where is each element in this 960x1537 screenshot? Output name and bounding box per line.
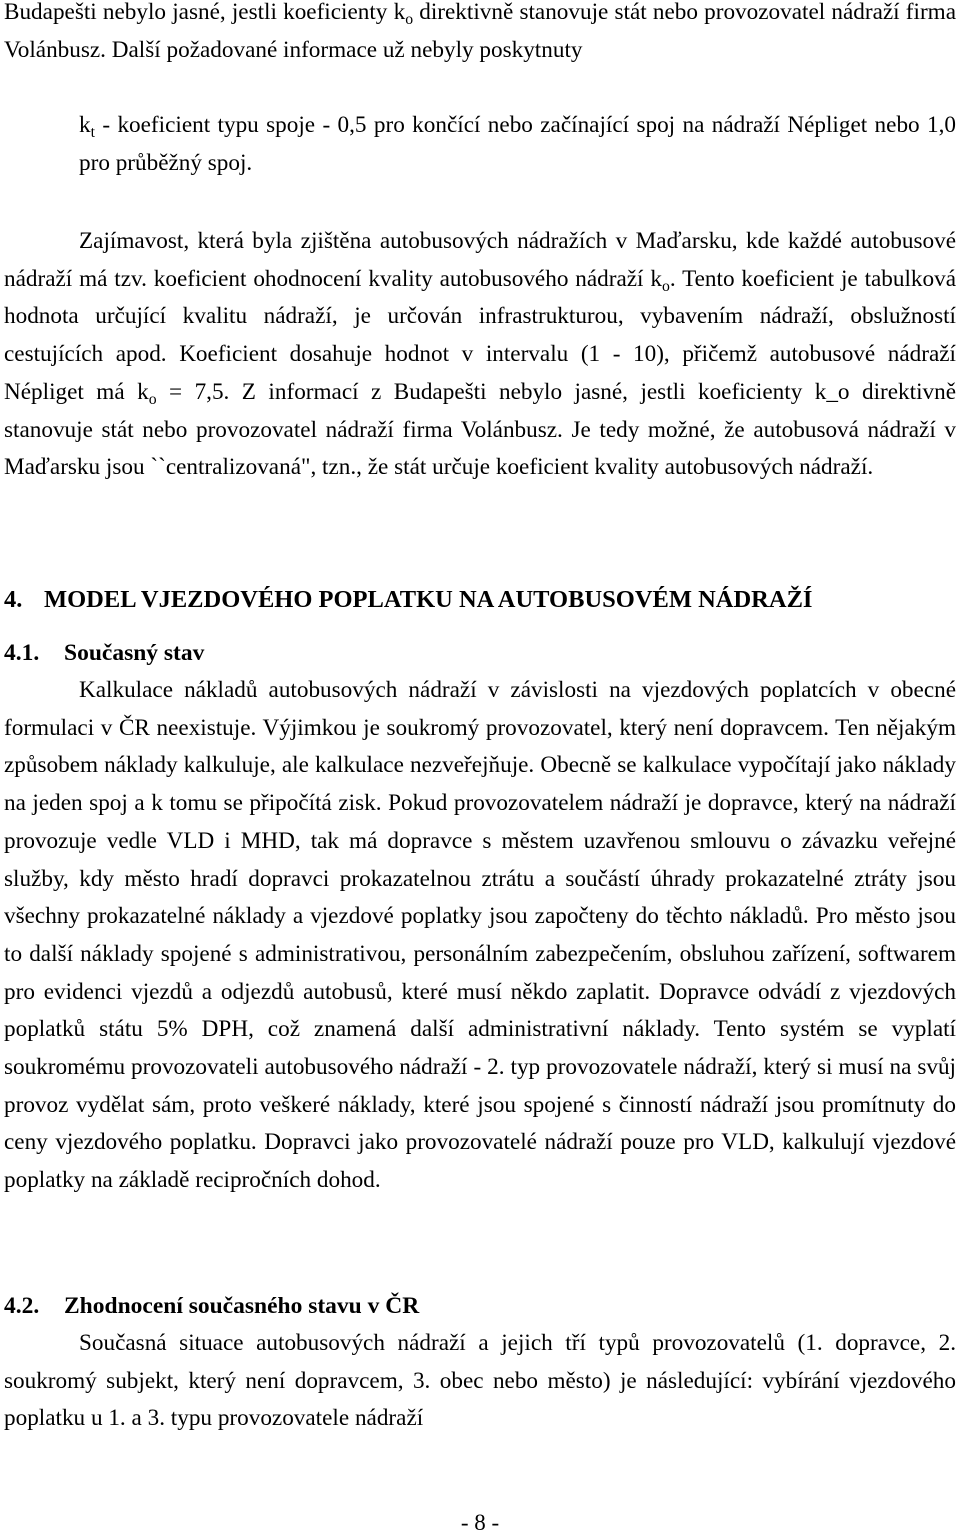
text-run: - koeficient typu spoje - 0,5 pro končící nebo začínající spoj na nádraží Népliget nebo 1,0 pro průběžný spoj. bbox=[79, 112, 956, 176]
text-run: k bbox=[79, 112, 91, 138]
heading-number: 4.1. bbox=[4, 640, 40, 666]
section-4-2-heading bbox=[4, 1293, 419, 1320]
subscript: o bbox=[148, 390, 157, 408]
subscript: t bbox=[90, 124, 95, 142]
section-4-1-body: Kalkulace nákladů autobusových nádraží v závislosti na vjezdových poplatcích v obecné formulaci v ČR neexistuje. Výjimkou je soukromý provozovatel, který není dopravcem. Ten nějakým způsobem náklady kalkuluje, ale kalkulace nezveřejňuje. Obecně se kalkulace vypočítají jako náklady na jeden spoj a k tomu se připočítá zisk. Pokud provozovatelem nádraží je dopravce, který na nádraží provozuje vedle VLD i MHD, tak má dopravce s městem uzavřenou smlouvu o závazku veřejné služby, kdy město hradí dopravci prokazatelnou ztrátu a součástí úhrady prokazatelné ztráty jsou všechny prokazatelné náklady a vjezdové poplatky jsou započteny do těchto nákladů. Pro město jsou to další náklady spojené s administrativou, personálním zabezpečením, obsluhou zařízení, softwarem pro evidenci vjezdů a odjezdů autobusů, které musí někdo zaplatit. Dopravce odvádí z vjezdových poplatků státu 5% DPH, což znamená další administrativní náklady. Tento systém se vyplatí soukromému provozovateli autobusového nádraží - 2. typ provozovatele nádraží, který si musí na svůj provoz vydělat sám, proto veškeré náklady, které jsou spojené s činností nádraží jsou promítnuty do ceny vjezdového poplatku. Dopravci jako provozovatelé nádraží pouze pro VLD, kalkulují vjezdové poplatky na základě recipročních dohod. bbox=[4, 677, 956, 1194]
text-run: Budapešti nebylo jasné, jestli koeficienty k bbox=[4, 0, 406, 25]
subscript: o bbox=[405, 11, 414, 29]
heading-title: Zhodnocení současného stavu v ČR bbox=[64, 1293, 420, 1319]
paragraph-kt-definition bbox=[4, 107, 956, 182]
section-4-2-body: Současná situace autobusových nádraží a jejich tří typů provozovatelů (1. dopravce, 2. soukromý subjekt, který není dopravcem, 3. obec nebo město) je následující: vybírání vjezdového poplatku u 1. a 3. typu provozovatele nádraží bbox=[4, 1330, 956, 1432]
heading-title: MODEL VJEZDOVÉHO POPLATKU NA AUTOBUSOVÉM NÁDRAŽÍ bbox=[44, 586, 813, 613]
heading-number: 4. bbox=[4, 586, 23, 613]
heading-number: 4.2. bbox=[4, 1293, 40, 1319]
paragraph-continuation bbox=[4, 0, 956, 69]
text-run: Zajímavost, která byla zjištěna autobusových nádražích v Maďarsku, kde každé autobusové nádraží má tzv. koeficient ohodnocení kvality autobusového nádraží k bbox=[4, 228, 956, 292]
text-run: = 7,5. Z informací z Budapešti nebylo jasné, jestli koeficienty k_o direktivně stanovuje stát nebo provozovatel nádraží firma Volánbusz. Je tedy možné, že autobusová nádraží v Maďarsku jsou ``centralizovaná", tzn., že stát určuje koeficient kvality autobusových nádraží. bbox=[4, 378, 956, 481]
text-run: . Tento koeficient je tabulková hodnota určující kvalitu nádraží, je určován infrastrukturou, vybavením nádraží, obslužností cestujících apod. Koeficient dosahuje hodnot v intervalu (1 - 10), přičemž autobusové nádraží Népliget má k bbox=[4, 265, 956, 405]
heading-title: Současný stav bbox=[64, 640, 205, 666]
section-4-heading bbox=[4, 586, 812, 614]
paragraph-hungary-note bbox=[4, 223, 956, 487]
section-4-1-heading bbox=[4, 640, 204, 667]
subscript: o bbox=[661, 277, 670, 295]
text-run: direktivně stanovuje stát nebo provozovatel nádraží firma Volánbusz. Další požadované informace už nebyly poskytnuty bbox=[4, 0, 956, 63]
page-number: - 8 - bbox=[460, 1510, 500, 1535]
